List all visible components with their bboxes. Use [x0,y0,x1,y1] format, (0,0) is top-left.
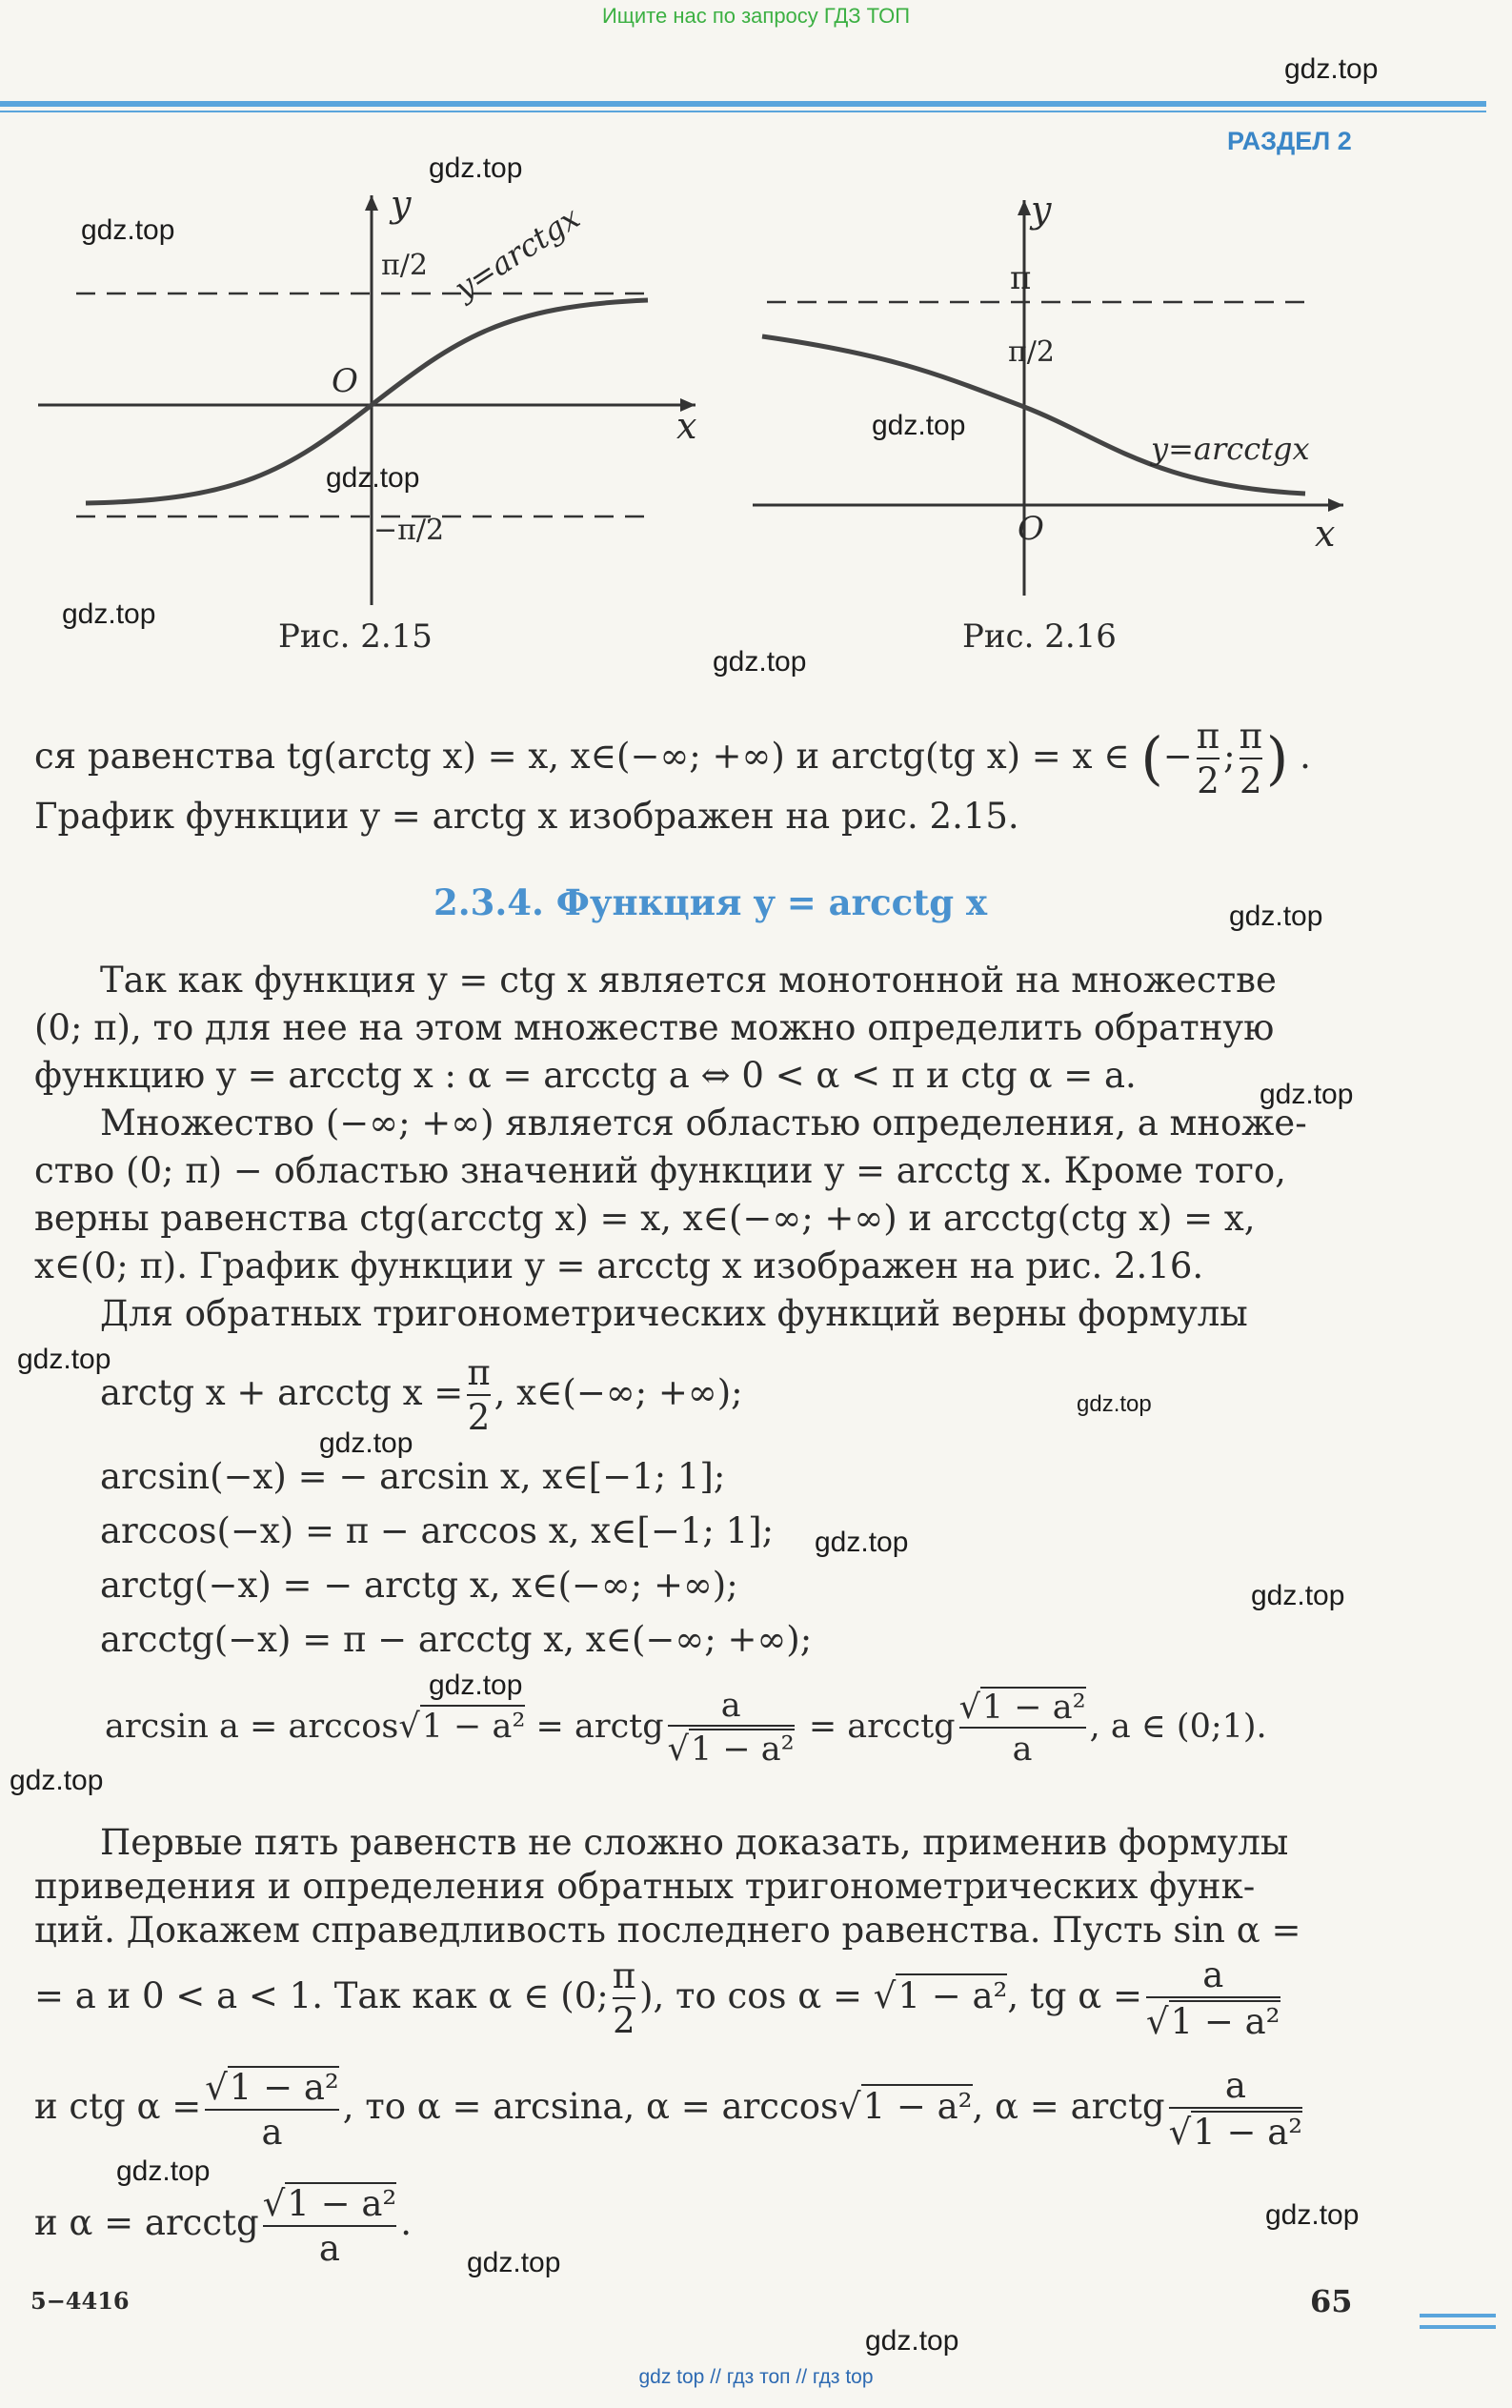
text-line: верны равенства ctg(arcctg x) = x, x∈(−∞; +∞) и arcctg(ctg x) = x, [34,1198,1256,1239]
text-line: ся равенства tg(arctg x) = x, x∈(−∞; +∞) и arctg(tg x) = x ∈ (− $\frac{\pi}{2}$ ; $\frac{\pi}{2}$ ) . [34,716,1311,801]
text-line: = a и 0 < a < 1. Так как α ∈ (0; $\frac{\pi}{2}$ ), то cos α = √1 − a², tg α = $\frac{a}{\text{√1 − a²}}$ [34,1954,1280,2042]
text-line: График функции y = arctg x изображен на рис. 2.15. [34,796,1019,837]
text-line: функцию y = arcctg x : α = arcctg a ⇔ 0 < α < π и ctg α = a. [34,1055,1137,1096]
watermark: gdz.top [872,410,966,441]
text-line: и α = arcctg $\frac{\text{√1 − a²}}{a}$ . [34,2183,412,2269]
text-line: Первые пять равенств не сложно доказать, применив формулы [100,1822,1289,1863]
page-code: 5−4416 [30,2287,130,2315]
fig1-origin: O [332,362,358,400]
fig2-mid-label: π/2 [1008,335,1055,369]
fig1-curve-label: y=arctgx [448,199,587,307]
text-line: (0; π), то для нее на этом множестве можно определить обратную [34,1007,1275,1048]
fig1-y-label: y [391,183,412,225]
fig2-y-label: y [1031,189,1052,231]
watermark: gdz.top [1265,2199,1360,2231]
text-line: приведения и определения обратных тригонометрических функ- [34,1866,1256,1907]
fig1-bottom-label: −π/2 [373,514,445,547]
text-line: Для обратных тригонометрических функций верны формулы [100,1293,1248,1334]
watermark: gdz.top [429,152,523,184]
watermark: gdz.top [429,1669,523,1701]
x-axis-arrow [1328,498,1343,512]
figure-2-15 [29,186,696,653]
watermark: gdz.top [17,1344,111,1375]
formula-line: arcctg(−x) = π − arcctg x, x∈(−∞; +∞); [100,1619,813,1660]
watermark: gdz.top [1284,53,1379,85]
watermark: gdz.top [467,2247,561,2278]
y-axis-arrow [365,195,378,211]
fig2-origin: O [1018,510,1044,548]
watermark: gdz.top [116,2155,211,2187]
fig2-top-label: π [1010,259,1032,297]
formula-line: arccos(−x) = π − arccos x, x∈[−1; 1]; [100,1510,775,1551]
formula-line: arctg x + arcctg x = $\frac{\pi}{2}$ , x∈(−∞; +∞); [100,1352,743,1438]
top-banner[interactable]: Ищите нас по запросу ГДЗ ТОП [601,4,911,28]
text-line: и ctg α = $\frac{\text{√1 − a²}}{a}$ , то α = arcsina, α = arccos√1 − a², α = arctg $\frac{a}{\text{√1 − a²}}$ [34,2065,1303,2153]
section-label: РАЗДЕЛ 2 [1227,127,1352,155]
figure-2-15-caption: Рис. 2.15 [278,617,433,656]
section-heading: 2.3.4. Функция y = arcctg x [433,881,988,923]
watermark: gdz.top [1260,1079,1354,1110]
y-axis-arrow [1018,200,1031,215]
header-rule-thin [0,111,1486,112]
footer-rule-2 [1420,2325,1496,2329]
formula-line: arctg(−x) = − arctg x, x∈(−∞; +∞); [100,1565,738,1606]
formula-line: arcsin(−x) = − arcsin x, x∈[−1; 1]; [100,1456,726,1497]
watermark: gdz.top [815,1527,909,1558]
watermark: gdz.top [319,1427,413,1459]
watermark: gdz.top [713,646,807,678]
watermark: gdz.top [1251,1580,1345,1611]
text-line: ство (0; π) − областью значений функции y = arcctg x. Кроме того, [34,1150,1286,1191]
fig1-x-label: x [676,405,697,447]
bottom-banner[interactable]: gdz top // гдз топ // гдз top [638,2366,874,2388]
figure-2-16 [753,195,1353,605]
figure-2-16-caption: Рис. 2.16 [962,617,1117,656]
watermark: gdz.top [10,1765,104,1796]
watermark: gdz.top [1077,1391,1152,1417]
watermark: gdz.top [326,462,420,494]
page-number: 65 [1310,2283,1353,2319]
fig2-curve-label: y=arcctgx [1151,431,1310,467]
fig1-top-label: π/2 [381,249,428,282]
text-line: x∈(0; π). График функции y = arcctg x изображен на рис. 2.16. [34,1245,1204,1286]
watermark: gdz.top [1229,900,1323,932]
text-line: Так как функция y = ctg x является монотонной на множестве [100,960,1277,1001]
text-line: ций. Докажем справедливость последнего равенства. Пусть sin α = [34,1910,1301,1951]
watermark: gdz.top [62,598,156,630]
text-line: Множество (−∞; +∞) является областью определения, а множе- [100,1103,1307,1143]
footer-rule [1420,2314,1496,2317]
formula-line: arcsin a = arccos√1 − a² = arctg $\frac{a}{\text{√1 − a²}}$ = arcctg $\frac{\text{√1 − a²}}{a}$ , a ∈ (0;1). [105,1687,1267,1770]
watermark: gdz.top [81,214,175,246]
header-rule [0,101,1486,107]
watermark: gdz.top [865,2325,959,2357]
fig2-x-label: x [1315,513,1336,555]
